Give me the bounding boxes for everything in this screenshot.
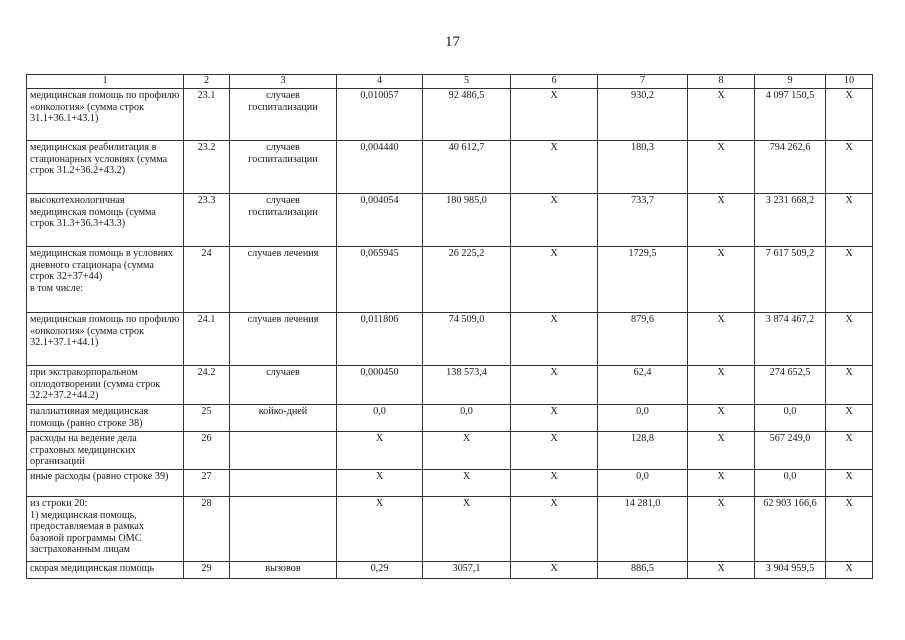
unit-cell: случаев лечения [230,247,337,313]
value-cell: X [826,470,873,497]
unit-cell: случаев госпитализации [230,89,337,141]
page-number: 17 [445,34,460,50]
value-cell: 4 097 150,5 [755,89,826,141]
table-row [27,313,873,366]
value-cell: X [826,562,873,579]
value-cell: X [423,470,511,497]
value-cell: 0,000450 [337,366,423,405]
value-cell: 7 617 509,2 [755,247,826,313]
value-cell: X [826,247,873,313]
value-cell: 62,4 [598,366,688,405]
value-cell: X [511,497,598,562]
row-number-cell: 23.3 [184,194,230,247]
value-cell: X [688,405,755,432]
row-name-cell: медицинская реабилитация в стационарных условиях (сумма строк 31.2+36.2+43.2) [27,141,184,194]
value-cell: X [826,89,873,141]
row-number-cell: 24 [184,247,230,313]
row-name-cell: паллиативная медицинская помощь (равно строке 38) [27,405,184,432]
table-row [27,497,873,562]
table-row [27,247,873,313]
table-row [27,89,873,141]
unit-cell [230,497,337,562]
value-cell: X [511,562,598,579]
value-cell: 74 509,0 [423,313,511,366]
column-header: 9 [755,75,826,89]
value-cell: 274 652,5 [755,366,826,405]
unit-cell: вызовов [230,562,337,579]
row-number-cell: 25 [184,405,230,432]
row-number-cell: 23.2 [184,141,230,194]
value-cell: 92 486,5 [423,89,511,141]
value-cell: X [826,405,873,432]
value-cell: 0,0 [423,405,511,432]
row-name-cell: при экстракорпоральном оплодотворении (сумма строк 32.2+37.2+44.2) [27,366,184,405]
table-row [27,432,873,470]
column-header: 6 [511,75,598,89]
row-number-cell: 23.1 [184,89,230,141]
value-cell: 1729,5 [598,247,688,313]
value-cell: X [337,470,423,497]
row-name-cell: медицинская помощь в условиях дневного стационара (сумма строк 32+37+44) в том числе: [27,247,184,313]
value-cell: 733,7 [598,194,688,247]
unit-cell: случаев [230,366,337,405]
value-cell: 879,6 [598,313,688,366]
value-cell: 567 249,0 [755,432,826,470]
value-cell: 0,011806 [337,313,423,366]
value-cell: X [688,470,755,497]
value-cell: X [423,497,511,562]
row-name-cell: медицинская помощь по профилю «онкология» (сумма строк 32.1+37.1+44.1) [27,313,184,366]
value-cell: 138 573,4 [423,366,511,405]
value-cell: X [826,313,873,366]
row-number-cell: 27 [184,470,230,497]
value-cell: 0,0 [755,470,826,497]
row-name-cell: иные расходы (равно строке 39) [27,470,184,497]
unit-cell [230,432,337,470]
value-cell: X [511,141,598,194]
value-cell: X [688,141,755,194]
value-cell: X [511,89,598,141]
column-header: 2 [184,75,230,89]
value-cell: X [511,405,598,432]
row-number-cell: 24.2 [184,366,230,405]
unit-cell: случаев госпитализации [230,194,337,247]
value-cell: X [826,366,873,405]
row-number-cell: 26 [184,432,230,470]
unit-cell [230,470,337,497]
value-cell: 0,0 [598,470,688,497]
value-cell: 26 225,2 [423,247,511,313]
data-table [26,74,873,579]
value-cell: 62 903 166,6 [755,497,826,562]
value-cell: X [423,432,511,470]
row-number-cell: 29 [184,562,230,579]
table-row [27,194,873,247]
unit-cell: койко-дней [230,405,337,432]
value-cell: X [688,366,755,405]
value-cell: 40 612,7 [423,141,511,194]
value-cell: X [688,313,755,366]
value-cell: 0,0 [337,405,423,432]
value-cell: 14 281,0 [598,497,688,562]
value-cell: 3 904 959,5 [755,562,826,579]
table-row [27,562,873,579]
value-cell: 794 262,6 [755,141,826,194]
value-cell: X [511,313,598,366]
value-cell: X [511,366,598,405]
row-name-cell: медицинская помощь по профилю «онкология» (сумма строк 31.1+36.1+43.1) [27,89,184,141]
table-row [27,470,873,497]
value-cell: X [511,432,598,470]
value-cell: X [826,194,873,247]
column-header: 10 [826,75,873,89]
value-cell: 0,004054 [337,194,423,247]
column-header: 8 [688,75,755,89]
value-cell: 3057,1 [423,562,511,579]
value-cell: X [511,470,598,497]
row-number-cell: 28 [184,497,230,562]
value-cell: 3 231 668,2 [755,194,826,247]
header-row [27,75,873,89]
row-name-cell: высокотехнологичная медицинская помощь (сумма строк 31.3+36.3+43.3) [27,194,184,247]
value-cell: 0,010057 [337,89,423,141]
value-cell: 0,0 [755,405,826,432]
value-cell: 180,3 [598,141,688,194]
unit-cell: случаев лечения [230,313,337,366]
value-cell: 3 874 467,2 [755,313,826,366]
table-row [27,141,873,194]
value-cell: X [826,141,873,194]
value-cell: X [688,247,755,313]
unit-cell: случаев госпитализации [230,141,337,194]
value-cell: X [337,497,423,562]
column-header: 4 [337,75,423,89]
column-header: 7 [598,75,688,89]
value-cell: X [511,194,598,247]
value-cell: X [511,247,598,313]
value-cell: 0,065945 [337,247,423,313]
value-cell: X [688,432,755,470]
value-cell: X [826,497,873,562]
value-cell: 0,0 [598,405,688,432]
row-name-cell: из строки 20: 1) медицинская помощь, предоставляемая в рамках базовой программы ОМС застрахованным лицам [27,497,184,562]
column-header: 5 [423,75,511,89]
value-cell: X [688,562,755,579]
value-cell: 886,5 [598,562,688,579]
table-row [27,366,873,405]
value-cell: X [688,89,755,141]
row-name-cell: расходы на ведение дела страховых медицинских организаций [27,432,184,470]
column-header: 3 [230,75,337,89]
value-cell: X [688,194,755,247]
value-cell: 128,8 [598,432,688,470]
column-header: 1 [27,75,184,89]
value-cell: 0,004440 [337,141,423,194]
value-cell: 180 985,0 [423,194,511,247]
row-number-cell: 24.1 [184,313,230,366]
value-cell: 930,2 [598,89,688,141]
value-cell: X [337,432,423,470]
value-cell: X [688,497,755,562]
table-row [27,405,873,432]
row-name-cell: скорая медицинская помощь [27,562,184,579]
value-cell: 0,29 [337,562,423,579]
value-cell: X [826,432,873,470]
